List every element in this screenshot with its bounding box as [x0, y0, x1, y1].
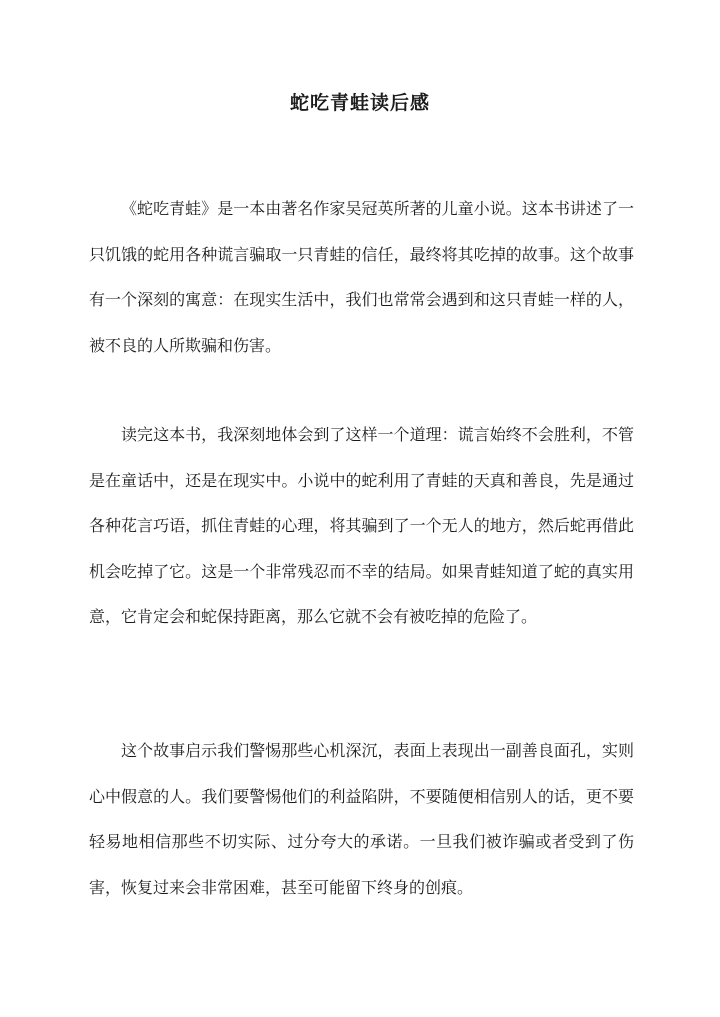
- paragraph-1: 《蛇吃青蛙》是一本由著名作家吴冠英所著的儿童小说。这本书讲述了一只饥饿的蛇用各种谎言骗取一只青蛙的信任，最终将其吃掉的故事。这个故事有一个深刻的寓意：在现实生活中，我们也常常会遇到和这只青蛙一样的人，被不良的人所欺骗和伤害。: [89, 199, 634, 355]
- page-title: 蛇吃青蛙读后感: [289, 92, 430, 114]
- paragraph-2: 读完这本书，我深刻地体会到了这样一个道理：谎言始终不会胜利，不管是在童话中，还是在现实中。小说中的蛇利用了青蛙的天真和善良，先是通过各种花言巧语，抓住青蛙的心理，将其骗到了一个无人的地方，然后蛇再借此机会吃掉了它。这是一个非常残忍而不幸的结局。如果青蛙知道了蛇的真实用意，它肯定会和蛇保持距离，那么它就不会有被吃掉的危险了。: [89, 425, 634, 626]
- paragraph-3: 这个故事启示我们警惕那些心机深沉，表面上表现出一副善良面孔，实则心中假意的人。我们要警惕他们的利益陷阱，不要随便相信别人的话，更不要轻易地相信那些不切实际、过分夸大的承诺。一旦我们被诈骗或者受到了伤害，恢复过来会非常困难，甚至可能留下终身的创痕。: [89, 741, 634, 897]
